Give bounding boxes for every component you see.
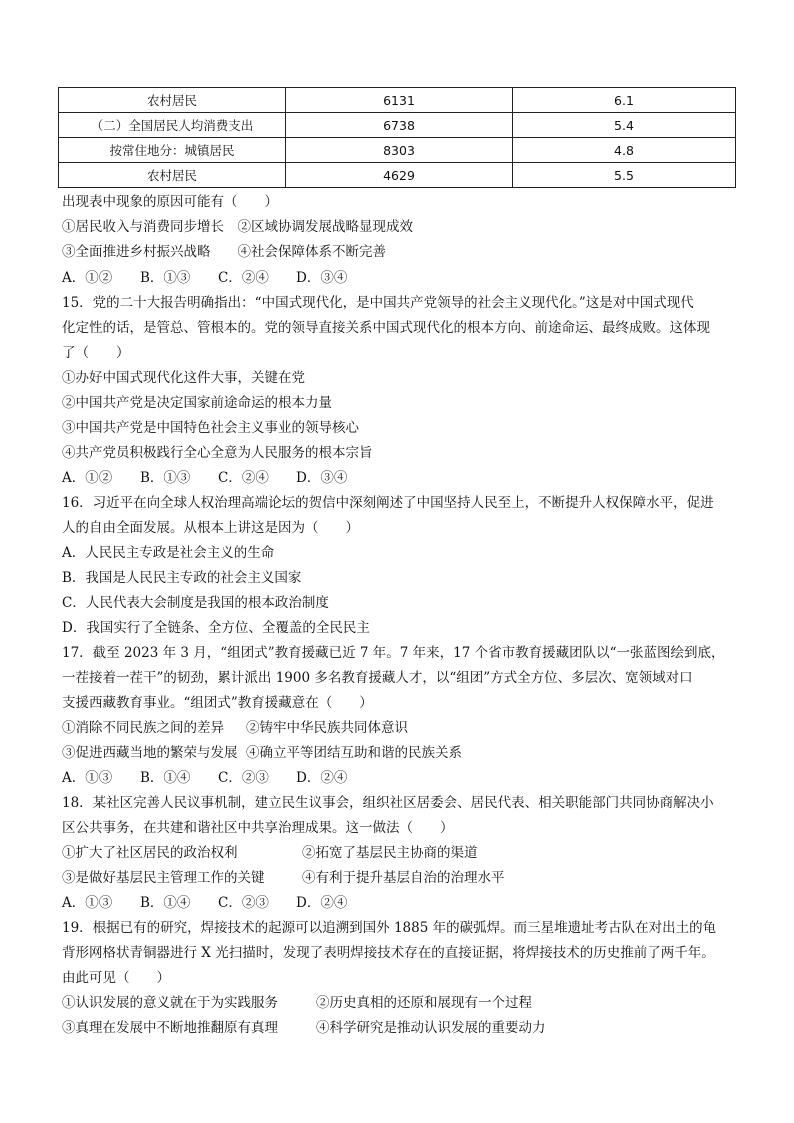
q18-item-3: ③是做好基层民主管理工作的关键 [62,870,265,886]
q17-choice-c[interactable]: C．②③ [218,770,269,786]
q14-choices [62,266,742,290]
q14-item-4: ④社会保障体系不断完善 [237,244,386,260]
q16-option-b[interactable]: B．我国是人民民主专政的社会主义国家 [62,570,302,586]
q17-stem-line2: 一茬接着一茬干”的韧劲，累计派出 1900 多名教育援藏人才，以“组团”方式全方位、多层次、宽领域对口 [62,670,693,686]
table-cell-growth: 5.4 [513,113,736,138]
table-cell-growth: 5.5 [513,163,736,188]
q15-item-1: ①办好中国式现代化这件大事，关键在党 [62,370,305,386]
q17-item-4: ④确立平等团结互助和谐的民族关系 [246,745,462,761]
q16-option-c[interactable]: C．人民代表大会制度是我国的根本政治制度 [62,595,329,611]
q14-choice-c[interactable]: C．②④ [218,270,269,286]
q18-item-4: ④有利于提升基层自治的治理水平 [302,870,505,886]
q14-choice-d[interactable]: D．③④ [296,270,348,286]
q18-choice-d[interactable]: D．②④ [296,895,348,911]
q17-item-2: ②铸牢中华民族共同体意识 [246,720,408,736]
q14-item-3: ③全面推进乡村振兴战略 [62,244,211,260]
q15-stem-line2: 化定性的话，是管总、管根本的。党的领导直接关系中国式现代化的根本方向、前途命运、最终成败。这体现 [62,320,710,336]
q15-choices [62,466,742,490]
q14-item-2: ②区域协调发展战略显现成效 [237,219,413,235]
q14-items-row1 [62,215,742,239]
q18-stem-line2: 区公共事务，在共建和谐社区中共享治理成果。这一做法（ ） [62,820,454,836]
q18-choice-b[interactable]: B．①④ [140,895,191,911]
q18-items-row2 [62,866,742,890]
q17-stem-line3: 支援西藏教育事业。“组团式”教育援藏意在（ ） [62,695,373,711]
q19-stem-line2: 背形网格状青铜器进行 X 光扫描时，发现了表明焊接技术存在的直接证据，将焊接技术的历史推前了两千年。 [62,945,715,961]
q16-stem-line1: 16．习近平在向全球人权治理高端论坛的贺信中深刻阐述了中国坚持人民至上，不断提升人权保障水平，促进 [62,495,714,511]
q17-choices [62,766,742,790]
table-cell-value: 4629 [286,163,513,188]
q14-choice-a[interactable]: A．①② [62,270,113,286]
table-cell-value: 6131 [286,88,513,113]
q16-option-a[interactable]: A．人民民主专政是社会主义的生命 [62,545,275,561]
q15-choice-a[interactable]: A．①② [62,470,113,486]
statistics-table [58,87,736,188]
q18-items-row1 [62,841,742,865]
q17-stem-line1: 17．截至 2023 年 3 月，“组团式”教育援藏已近 7 年。7 年来，17 个省市教育援藏团队以“一张蓝图绘到底， [62,645,725,661]
table-cell-value: 6738 [286,113,513,138]
q17-items-row1 [62,716,742,740]
table-cell-label: （二）全国居民人均消费支出 [59,113,286,138]
q18-choices [62,891,742,915]
q18-item-1: ①扩大了社区居民的政治权利 [62,845,238,861]
q15-item-4: ④共产党员积极践行全心全意为人民服务的根本宗旨 [62,445,373,461]
q19-items-row2 [62,1016,742,1040]
table-row [59,113,736,138]
q18-choice-a[interactable]: A．①③ [62,895,113,911]
q19-stem-line1: 19．根据已有的研究，焊接技术的起源可以追溯到国外 1885 年的碳弧焊。而三星堆遗址考古队在对出土的龟 [62,920,717,936]
table-cell-label: 农村居民 [59,88,286,113]
q16-option-d[interactable]: D．我国实行了全链条、全方位、全覆盖的全民民主 [62,620,370,636]
table-cell-label: 农村居民 [59,163,286,188]
q18-item-2: ②拓宽了基层民主协商的渠道 [302,845,478,861]
q14-choice-b[interactable]: B．①③ [140,270,191,286]
q15-item-3: ③中国共产党是中国特色社会主义事业的领导核心 [62,420,359,436]
q18-choice-c[interactable]: C．②③ [218,895,269,911]
q17-choice-b[interactable]: B．①④ [140,770,191,786]
q17-item-3: ③促进西藏当地的繁荣与发展 [62,745,238,761]
q17-item-1: ①消除不同民族之间的差异 [62,720,224,736]
table-row [59,138,736,163]
table-row [59,88,736,113]
table-row [59,163,736,188]
q15-choice-d[interactable]: D．③④ [296,470,348,486]
table-cell-growth: 6.1 [513,88,736,113]
q17-items-row2 [62,741,742,765]
q15-choice-c[interactable]: C．②④ [218,470,269,486]
q17-choice-d[interactable]: D．②④ [296,770,348,786]
q14-item-1: ①居民收入与消费同步增长 [62,219,224,235]
q18-stem-line1: 18．某社区完善人民议事机制，建立民生议事会，组织社区居委会、居民代表、相关职能部门共同协商解决小 [62,795,714,811]
q19-stem-line3: 由此可见（ ） [62,970,170,986]
q15-stem-line3: 了（ ） [62,345,130,361]
q15-item-2: ②中国共产党是决定国家前途命运的根本力量 [62,395,332,411]
q14-stem: 出现表中现象的原因可能有（ ） [62,194,278,210]
q15-stem-line1: 15．党的二十大报告明确指出：“中国式现代化，是中国共产党领导的社会主义现代化。”这是对中国式现代 [62,295,694,311]
table-cell-value: 8303 [286,138,513,163]
q14-items-row2 [62,240,742,264]
q19-item-1: ①认识发展的意义就在于为实践服务 [62,995,278,1011]
table-cell-growth: 4.8 [513,138,736,163]
q19-items-row1 [62,991,742,1015]
table-cell-label: 按常住地分：城镇居民 [59,138,286,163]
q16-stem-line2: 人的自由全面发展。从根本上讲这是因为（ ） [62,520,359,536]
q15-choice-b[interactable]: B．①③ [140,470,191,486]
q17-choice-a[interactable]: A．①③ [62,770,113,786]
q19-item-3: ③真理在发展中不断地推翻原有真理 [62,1020,278,1036]
q19-item-2: ②历史真相的还原和展现有一个过程 [316,995,532,1011]
q19-item-4: ④科学研究是推动认识发展的重要动力 [316,1020,546,1036]
